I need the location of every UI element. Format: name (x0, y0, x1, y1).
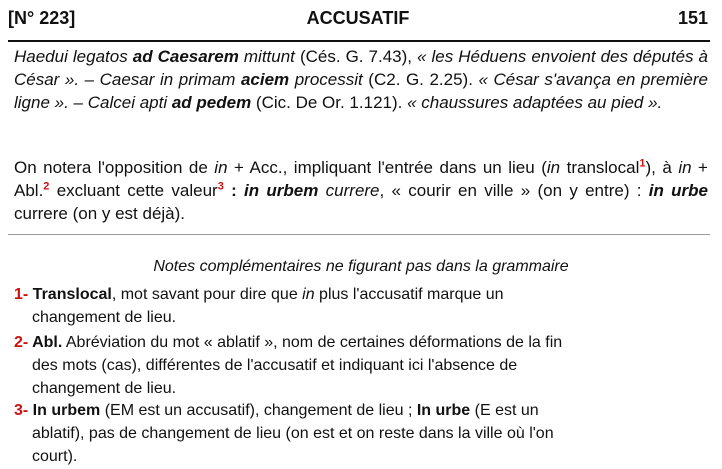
latin-word: in (546, 158, 561, 177)
note-text: changement de lieu. (32, 309, 177, 326)
body-text: (on y est déjà). (67, 204, 186, 223)
section-ref: [N° 223] (8, 8, 76, 28)
body-text: On notera l'opposition de (14, 158, 215, 177)
ex2-ref: (C2. G. 2.25). (362, 70, 479, 89)
ex1-ref: (Cés. G. 7.43), (294, 47, 418, 66)
note-text: ablatif), pas de changement de lieu (on est et on reste dans la ville où l'on (32, 425, 554, 442)
note-term: Translocal (28, 286, 112, 303)
latin-word: in (214, 158, 228, 177)
separator: – (68, 93, 88, 112)
note-text: changement de lieu. (32, 380, 177, 397)
note-number: 2- (14, 334, 29, 351)
ex1-translation: « les Héduens envoient des députés à César ». (14, 47, 708, 89)
note-1 (14, 283, 708, 329)
note-2 (14, 331, 708, 400)
note-text: (EM est un accusatif), changement de lieu ; (100, 402, 417, 419)
note-number: 1- (14, 286, 29, 303)
ex2-translation: « César s'avança en première ligne ». (14, 70, 709, 112)
note-term: Abl. (28, 334, 63, 351)
ex1-latin-c: mittunt (238, 47, 295, 66)
note-term: In urbem (28, 402, 101, 419)
note-text: (E est un (470, 402, 539, 419)
page-title: ACCUSATIF (306, 8, 410, 28)
body-text: , « courir en ville » (on y entre) : (379, 181, 649, 200)
note-text: , mot savant pour dire que (111, 286, 303, 303)
note-text: des mots (cas), différentes de l'accusatif et indiquant ici l'absence de (32, 357, 518, 374)
body-text: excluant cette valeur (49, 181, 218, 200)
footnote-ref-2: 2 (43, 180, 50, 193)
body-text: translocal (560, 158, 640, 177)
separator: – (79, 70, 100, 89)
note-number: 3- (14, 402, 29, 419)
note-3 (14, 399, 708, 468)
latin-word: in (302, 286, 315, 303)
body-text: currere (14, 204, 68, 223)
header-rule (8, 40, 710, 42)
body-text: ), à (645, 158, 679, 177)
ex3-latin-b: ad pedem (171, 93, 252, 112)
ex2-latin-a: Caesar in primam (99, 70, 241, 89)
body-paragraph (14, 156, 708, 225)
ex1-latin-a: Haedui legatos (14, 47, 133, 66)
note-text: Abréviation du mot « ablatif », nom de certaines déformations de la fin (62, 334, 563, 351)
note-text: plus l'accusatif marque un (314, 286, 504, 303)
note-text: court). (32, 448, 78, 465)
examples-paragraph (14, 45, 708, 114)
body-text: : (223, 181, 245, 200)
note-term: In urbe (416, 402, 471, 419)
latin-word: in (678, 158, 692, 177)
ex3-ref: (Cic. De Or. 1.121). (251, 93, 408, 112)
latin-phrase: in urbe (648, 181, 708, 200)
body-text: + Abl. (14, 158, 708, 200)
ex2-latin-c: processit (289, 70, 363, 89)
notes-title: Notes complémentaires ne figurant pas dans la grammaire (153, 258, 569, 275)
page-number: 151 (677, 8, 708, 28)
footnote-ref-1: 1 (639, 157, 646, 170)
section-divider (8, 234, 710, 235)
page-header (8, 0, 708, 32)
body-text: + Acc., impliquant l'entrée dans un lieu ( (227, 158, 547, 177)
footnote-ref-3: 3 (217, 180, 224, 193)
latin-word: currere (318, 181, 380, 200)
ex1-latin-b: ad Caesarem (132, 47, 239, 66)
latin-phrase: in urbem (244, 181, 319, 200)
ex3-latin-a: Calcei apti (87, 93, 172, 112)
ex3-translation: « chaussures adaptées au pied ». (407, 93, 663, 112)
ex2-latin-b: aciem (240, 70, 290, 89)
